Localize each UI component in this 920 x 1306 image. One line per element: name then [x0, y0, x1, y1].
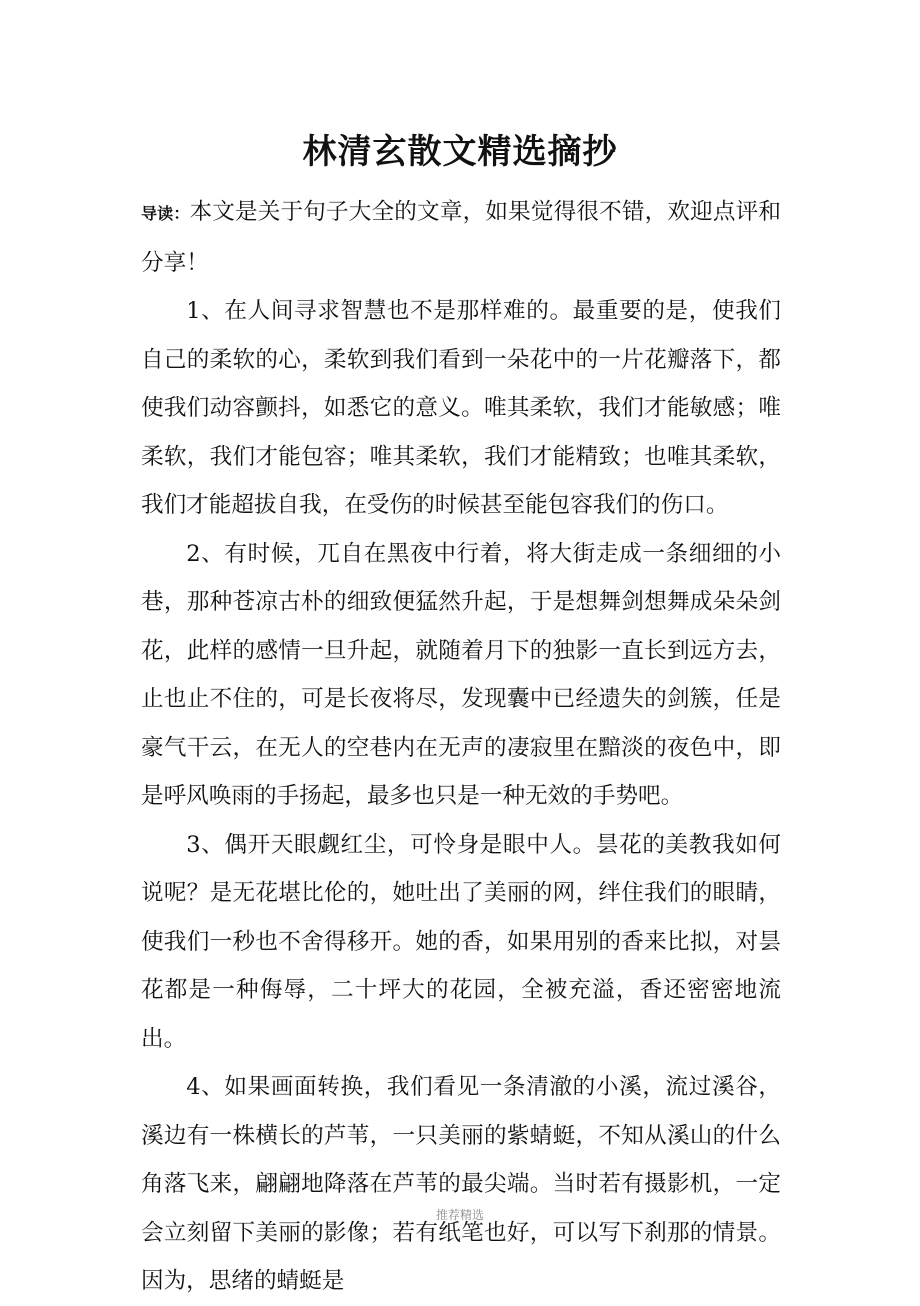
intro-paragraph	[141, 188, 781, 287]
paragraph-3: 3、偶开天眼觑红尘，可怜身是眼中人。昙花的美教我如何说呢？是无花堪比伦的，她吐出了美丽的网，绊住我们的眼睛，使我们一秒也不舍得移开。她的香，如果用别的香来比拟，对昙花都是一种侮辱，二十坪大的花园，全被充溢，香还密密地流出。	[141, 831, 781, 1052]
intro-label: 导读：	[141, 204, 190, 223]
document-body	[141, 188, 781, 1306]
page-footer: 推荐精选	[435, 1208, 484, 1222]
paragraph-2: 2、有时候，兀自在黑夜中行着，将大街走成一条细细的小巷，那种苍凉古朴的细致便猛然升起，于是想舞剑想舞成朵朵剑花，此样的感情一旦升起，就随着月下的独影一直长到远方去，止也止不住的，可是长夜将尽，发现囊中已经遗失的剑簇，任是豪气干云，在无人的空巷内在无声的凄寂里在黯淡的夜色中，即是呼风唤雨的手扬起，最多也只是一种无效的手势吧。	[141, 540, 781, 809]
paragraph-4: 4、如果画面转换，我们看见一条清澈的小溪，流过溪谷，溪边有一株横长的芦苇，一只美丽的紫蜻蜓，不知从溪山的什么角落飞来，翩翩地降落在芦苇的最尖端。当时若有摄影机，一定会立刻留下美丽的影像；若有纸笔也好，可以写下刹那的情景。因为，思绪的蜻蜓是	[141, 1074, 781, 1294]
paragraph-1: 1、在人间寻求智慧也不是那样难的。最重要的是，使我们自己的柔软的心，柔软到我们看到一朵花中的一片花瓣落下，都使我们动容颤抖，如悉它的意义。唯其柔软，我们才能敏感；唯柔软，我们才能包容；唯其柔软，我们才能精致；也唯其柔软，我们才能超拔自我，在受伤的时候甚至能包容我们的伤口。	[141, 298, 781, 518]
document-title: 林清玄散文精选摘抄	[302, 132, 618, 172]
intro-text: 本文是关于句子大全的文章，如果觉得很不错，欢迎点评和分享！	[141, 199, 781, 276]
